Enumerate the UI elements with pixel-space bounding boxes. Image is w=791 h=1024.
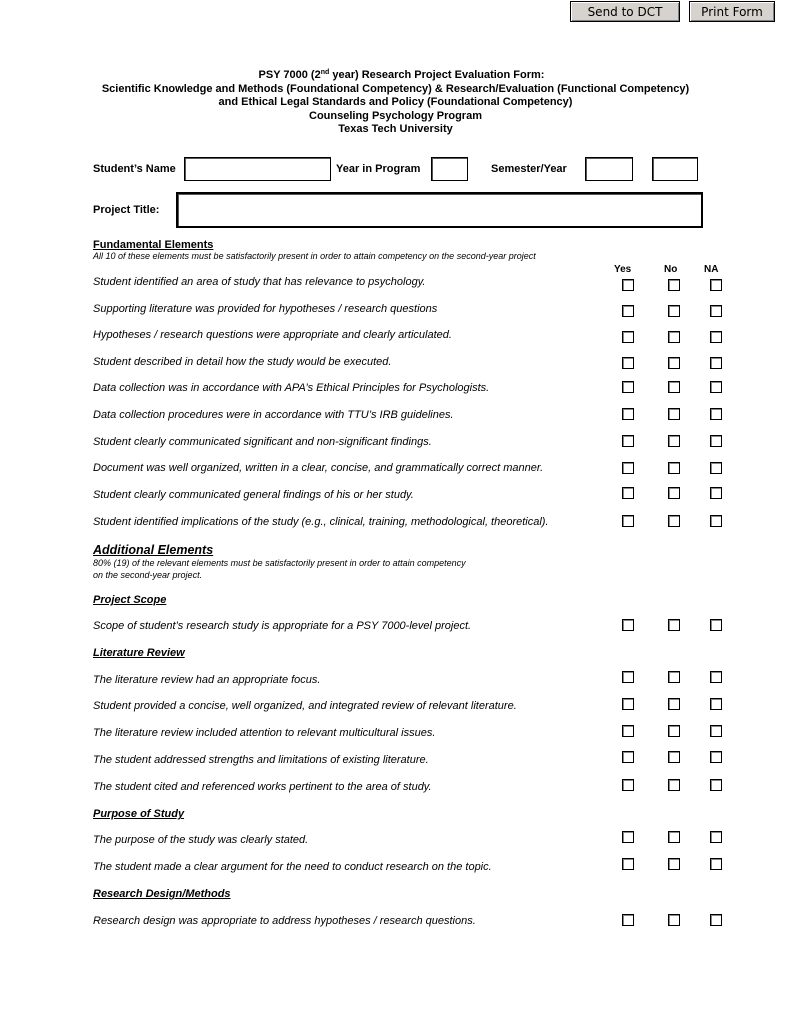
na-checkbox[interactable]	[710, 381, 722, 393]
criterion-text: Student clearly communicated general findings of his or her study.	[93, 489, 414, 501]
na-checkbox[interactable]	[710, 671, 722, 683]
title-part: PSY 7000 (2	[258, 69, 321, 81]
na-checkbox[interactable]	[710, 331, 722, 343]
no-checkbox[interactable]	[668, 515, 680, 527]
na-checkbox[interactable]	[710, 462, 722, 474]
no-checkbox[interactable]	[668, 725, 680, 737]
university-name: Texas Tech University	[338, 123, 453, 136]
yes-checkbox[interactable]	[622, 408, 634, 420]
no-checkbox[interactable]	[668, 698, 680, 710]
additional-elements-note: on the second-year project.	[93, 570, 203, 580]
criterion-text: Student identified implications of the study (e.g., clinical, training, methodological, theoretical).	[93, 516, 549, 528]
yes-checkbox[interactable]	[622, 914, 634, 926]
title-superscript: nd	[320, 69, 330, 76]
na-checkbox[interactable]	[710, 751, 722, 763]
form-subtitle: and Ethical Legal Standards and Policy (Foundational Competency)	[218, 96, 573, 109]
na-checkbox[interactable]	[710, 435, 722, 447]
program-name: Counseling Psychology Program	[309, 109, 482, 122]
criterion-text: Student described in detail how the study would be executed.	[93, 356, 392, 368]
no-checkbox[interactable]	[668, 487, 680, 499]
semester-year-label: Semester/Year	[491, 163, 567, 175]
criterion-text: Student provided a concise, well organized, and integrated review of relevant literature.	[93, 700, 517, 712]
no-checkbox[interactable]	[668, 357, 680, 369]
na-checkbox[interactable]	[710, 914, 722, 926]
criterion-text: The student addressed strengths and limitations of existing literature.	[93, 754, 429, 766]
criterion-text: Supporting literature was provided for hypotheses / research questions	[93, 303, 438, 315]
na-checkbox[interactable]	[710, 515, 722, 527]
yes-checkbox[interactable]	[622, 487, 634, 499]
semester-input[interactable]	[585, 157, 633, 181]
no-checkbox[interactable]	[668, 462, 680, 474]
additional-elements-note: 80% (19) of the relevant elements must be satisfactorily present in order to attain competency	[93, 558, 466, 568]
no-checkbox[interactable]	[668, 435, 680, 447]
yes-checkbox[interactable]	[622, 381, 634, 393]
yes-checkbox[interactable]	[622, 671, 634, 683]
fundamental-elements-note: All 10 of these elements must be satisfactorily present in order to attain competency on the second-year project	[93, 251, 536, 261]
purpose-of-study-heading: Purpose of Study	[93, 808, 185, 820]
research-design-heading: Research Design/Methods	[93, 888, 231, 900]
criterion-text: Research design was appropriate to address hypotheses / research questions.	[93, 915, 476, 927]
no-checkbox[interactable]	[668, 331, 680, 343]
no-checkbox[interactable]	[668, 305, 680, 317]
criterion-text: Data collection procedures were in accordance with TTU’s IRB guidelines.	[93, 409, 454, 421]
yes-checkbox[interactable]	[622, 515, 634, 527]
criterion-text: The student cited and referenced works pertinent to the area of study.	[93, 781, 432, 793]
na-checkbox[interactable]	[710, 279, 722, 291]
form-subtitle: Scientific Knowledge and Methods (Foundational Competency) & Research/Evaluation (Functional Competency)	[101, 82, 690, 95]
student-name-label: Student’s Name	[93, 163, 176, 175]
form-header	[0, 69, 791, 137]
na-checkbox[interactable]	[710, 487, 722, 499]
na-checkbox[interactable]	[710, 858, 722, 870]
year-in-program-label: Year in Program	[336, 163, 421, 175]
no-checkbox[interactable]	[668, 779, 680, 791]
no-checkbox[interactable]	[668, 671, 680, 683]
no-checkbox[interactable]	[668, 831, 680, 843]
na-checkbox[interactable]	[710, 779, 722, 791]
yes-checkbox[interactable]	[622, 779, 634, 791]
column-header-na: NA	[704, 264, 719, 275]
project-title-label: Project Title:	[93, 204, 160, 216]
column-header-no: No	[664, 264, 678, 275]
form-title	[0, 69, 791, 83]
project-title-input[interactable]	[176, 192, 703, 228]
title-part: year) Research Project Evaluation Form:	[329, 69, 545, 81]
year-input[interactable]	[652, 157, 698, 181]
year-in-program-input[interactable]	[431, 157, 468, 181]
na-checkbox[interactable]	[710, 357, 722, 369]
no-checkbox[interactable]	[668, 914, 680, 926]
na-checkbox[interactable]	[710, 831, 722, 843]
fundamental-elements-heading: Fundamental Elements	[93, 239, 214, 251]
criterion-text: Hypotheses / research questions were appropriate and clearly articulated.	[93, 329, 452, 341]
na-checkbox[interactable]	[710, 725, 722, 737]
send-to-dct-button[interactable]: Send to DCT	[570, 1, 680, 22]
na-checkbox[interactable]	[710, 619, 722, 631]
criterion-text: The literature review had an appropriate focus.	[93, 674, 321, 686]
column-header-yes: Yes	[614, 264, 632, 275]
criterion-text: Student clearly communicated significant and non-significant findings.	[93, 436, 432, 448]
additional-elements-heading: Additional Elements	[93, 543, 214, 557]
no-checkbox[interactable]	[668, 381, 680, 393]
criterion-text: The literature review included attention to relevant multicultural issues.	[93, 727, 436, 739]
na-checkbox[interactable]	[710, 408, 722, 420]
print-form-button[interactable]: Print Form	[689, 1, 775, 22]
yes-checkbox[interactable]	[622, 305, 634, 317]
no-checkbox[interactable]	[668, 751, 680, 763]
criterion-text: Document was well organized, written in a clear, concise, and grammatically correct manner.	[93, 462, 544, 474]
criterion-text: The student made a clear argument for the need to conduct research on the topic.	[93, 861, 492, 873]
yes-checkbox[interactable]	[622, 435, 634, 447]
na-checkbox[interactable]	[710, 305, 722, 317]
criterion-text: Scope of student’s research study is appropriate for a PSY 7000-level project.	[93, 620, 472, 632]
no-checkbox[interactable]	[668, 858, 680, 870]
yes-checkbox[interactable]	[622, 331, 634, 343]
student-name-input[interactable]	[184, 157, 331, 181]
yes-checkbox[interactable]	[622, 831, 634, 843]
yes-checkbox[interactable]	[622, 751, 634, 763]
yes-checkbox[interactable]	[622, 279, 634, 291]
yes-checkbox[interactable]	[622, 858, 634, 870]
yes-checkbox[interactable]	[622, 725, 634, 737]
yes-checkbox[interactable]	[622, 619, 634, 631]
yes-checkbox[interactable]	[622, 357, 634, 369]
no-checkbox[interactable]	[668, 619, 680, 631]
criterion-text: Student identified an area of study that has relevance to psychology.	[93, 276, 426, 288]
project-scope-heading: Project Scope	[93, 594, 167, 606]
na-checkbox[interactable]	[710, 698, 722, 710]
literature-review-heading: Literature Review	[93, 647, 185, 659]
no-checkbox[interactable]	[668, 279, 680, 291]
criterion-text: Data collection was in accordance with APA’s Ethical Principles for Psychologists.	[93, 382, 490, 394]
no-checkbox[interactable]	[668, 408, 680, 420]
yes-checkbox[interactable]	[622, 698, 634, 710]
criterion-text: The purpose of the study was clearly stated.	[93, 834, 309, 846]
yes-checkbox[interactable]	[622, 462, 634, 474]
